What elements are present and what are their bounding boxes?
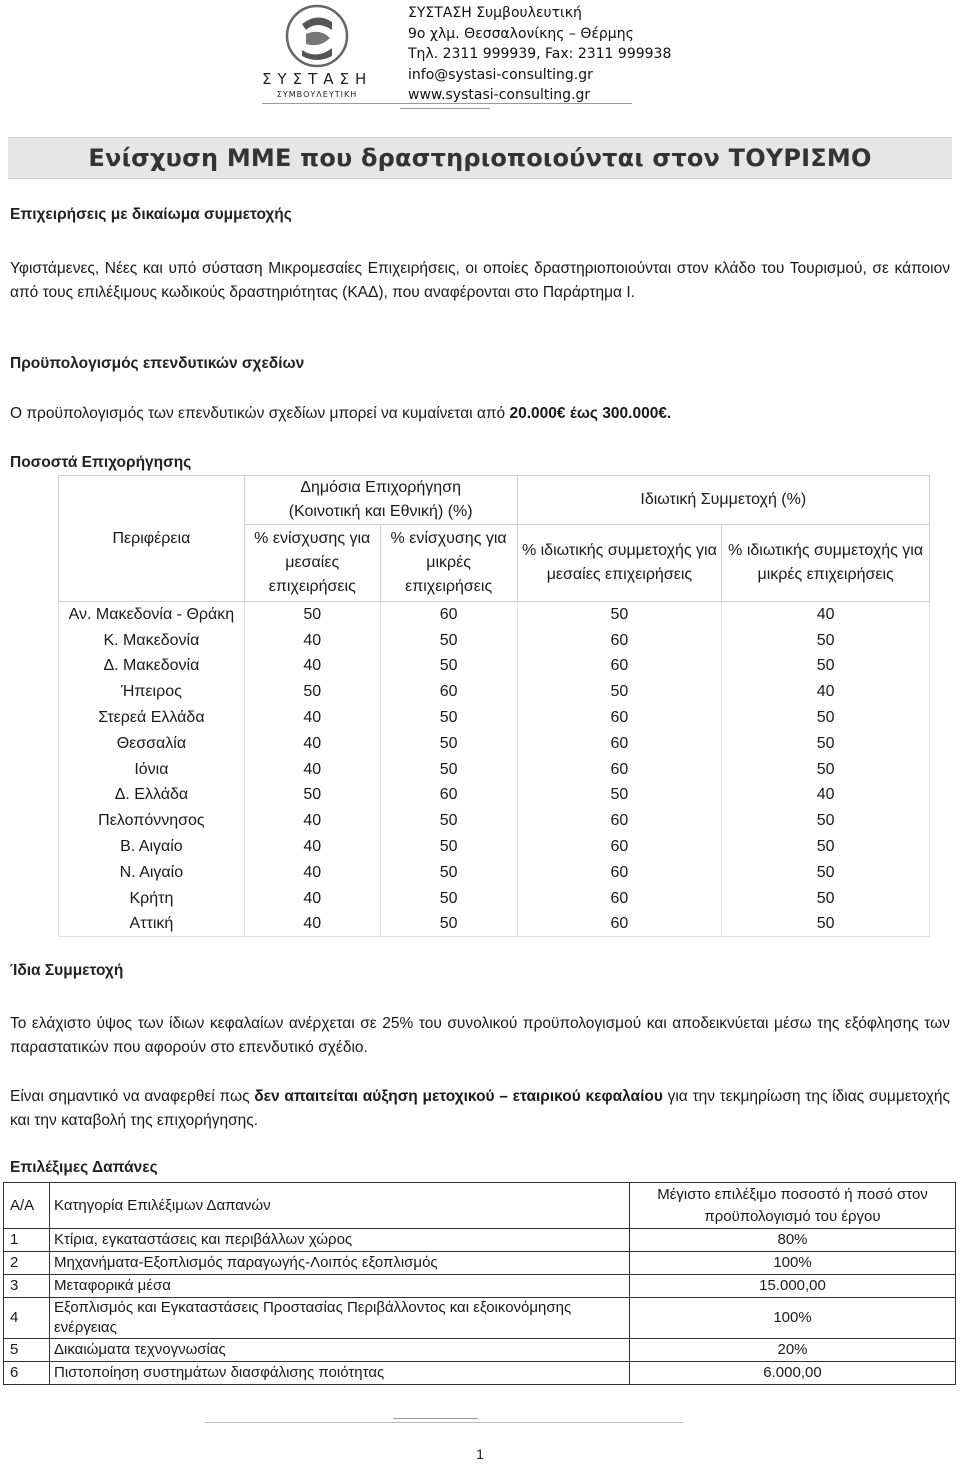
table-row bbox=[4, 1229, 956, 1252]
company-contact bbox=[408, 3, 671, 106]
table-row bbox=[4, 1339, 956, 1362]
region-name: Αν. Μακεδονία - Θράκη bbox=[59, 602, 245, 628]
footer-divider bbox=[205, 1422, 683, 1423]
region-name: Στερεά Ελλάδα bbox=[59, 705, 245, 731]
percentage-cell: 50 bbox=[380, 885, 517, 911]
table-row bbox=[59, 808, 930, 834]
percentage-cell: 40 bbox=[722, 679, 930, 705]
subsidy-table bbox=[58, 475, 930, 937]
table-row bbox=[4, 1362, 956, 1385]
col-pub-medium-header: % ενίσχυσης για μεσαίες επιχειρήσεις bbox=[244, 525, 380, 602]
percentage-cell: 50 bbox=[722, 834, 930, 860]
percentage-cell: 50 bbox=[244, 679, 380, 705]
expense-max: 6.000,00 bbox=[630, 1362, 956, 1385]
expense-category: Εξοπλισμός και Εγκαταστάσεις Προστασίας Περιβάλλοντος και εξοικονόμησης ενέργειας bbox=[50, 1298, 630, 1339]
region-name: Θεσσαλία bbox=[59, 730, 245, 756]
percentage-cell: 60 bbox=[380, 679, 517, 705]
company-email[interactable]: info@systasi-consulting.gr bbox=[408, 66, 593, 83]
percentage-cell: 50 bbox=[380, 859, 517, 885]
table-row bbox=[59, 679, 930, 705]
percentage-cell: 50 bbox=[722, 911, 930, 937]
percentage-cell: 50 bbox=[380, 911, 517, 937]
col-region-header: Περιφέρεια bbox=[59, 476, 245, 602]
expense-number: 2 bbox=[4, 1252, 50, 1275]
col-category-header: Κατηγορία Επιλέξιμων Δαπανών bbox=[50, 1183, 630, 1229]
percentage-cell: 40 bbox=[244, 834, 380, 860]
percentage-cell: 50 bbox=[722, 808, 930, 834]
percentage-cell: 50 bbox=[517, 782, 722, 808]
percentage-cell: 40 bbox=[244, 627, 380, 653]
expense-max: 15.000,00 bbox=[630, 1275, 956, 1298]
eligible-text: Υφιστάμενες, Νέες και υπό σύσταση Μικρομεσαίες Επιχειρήσεις, οι οποίες δραστηριοποιούνται στον κλάδο του Τουρισμού, σε κάποιον από τους επιλέξιμους κωδικούς δραστηριότητας (ΚΑΔ), που αναφέρονται στο Παράρτημα Ι. bbox=[10, 260, 950, 301]
own-text-2-bold: δεν απαιτείται αύξηση μετοχικού – εταιρικού κεφαλαίου bbox=[254, 1088, 663, 1105]
col-priv-small-header: % ιδιωτικής συμμετοχής για μικρές επιχειρήσεις bbox=[722, 525, 930, 602]
percentage-cell: 50 bbox=[380, 730, 517, 756]
page-title: Ενίσχυση ΜΜΕ που δραστηριοποιούνται στον ΤΟΥΡΙΣΜΟ bbox=[88, 144, 872, 172]
region-name: Κρήτη bbox=[59, 885, 245, 911]
table-row bbox=[59, 885, 930, 911]
region-name: Ήπειρος bbox=[59, 679, 245, 705]
percentage-cell: 40 bbox=[244, 885, 380, 911]
region-name: Αττική bbox=[59, 911, 245, 937]
region-name: Δ. Μακεδονία bbox=[59, 653, 245, 679]
company-website[interactable]: www.systasi-consulting.gr bbox=[408, 87, 591, 103]
own-heading: Ίδια Συμμετοχή bbox=[10, 962, 124, 979]
percentage-cell: 50 bbox=[722, 756, 930, 782]
expense-number: 4 bbox=[4, 1298, 50, 1339]
region-name: Δ. Ελλάδα bbox=[59, 782, 245, 808]
header-divider-accent bbox=[400, 108, 490, 109]
own-text-2: Είναι σημαντικό να αναφερθεί πως δεν απαιτείται αύξηση μετοχικού – εταιρικού κεφαλαίου για την τεκμηρίωση της ίδιας συμμετοχής και την καταβολή της επιχορήγησης. bbox=[10, 1088, 950, 1129]
table-row bbox=[59, 859, 930, 885]
page-number: 1 bbox=[476, 1446, 484, 1462]
percentage-cell: 60 bbox=[517, 911, 722, 937]
expense-max: 100% bbox=[630, 1252, 956, 1275]
percentage-cell: 50 bbox=[722, 859, 930, 885]
percentage-cell: 40 bbox=[244, 730, 380, 756]
percentage-cell: 50 bbox=[722, 885, 930, 911]
percentage-cell: 50 bbox=[380, 653, 517, 679]
percentage-cell: 40 bbox=[244, 705, 380, 731]
table-row bbox=[59, 834, 930, 860]
title-banner bbox=[8, 137, 952, 179]
percentage-cell: 40 bbox=[244, 808, 380, 834]
percentage-cell: 60 bbox=[517, 730, 722, 756]
table-row bbox=[59, 730, 930, 756]
expense-number: 6 bbox=[4, 1362, 50, 1385]
table-row bbox=[4, 1275, 956, 1298]
percentage-cell: 60 bbox=[517, 834, 722, 860]
table-row bbox=[59, 782, 930, 808]
logo-wordmark: ΣΥΣΤΑΣΗ bbox=[262, 70, 373, 88]
table-row bbox=[59, 756, 930, 782]
percentage-cell: 50 bbox=[244, 602, 380, 628]
expense-number: 3 bbox=[4, 1275, 50, 1298]
percentage-cell: 40 bbox=[244, 756, 380, 782]
company-address: 9ο χλμ. Θεσσαλονίκης – Θέρμης bbox=[408, 25, 634, 42]
group-public-header: Δημόσια Επιχορήγηση (Κοινοτική και Εθνική) (%) bbox=[244, 476, 517, 525]
percentage-cell: 50 bbox=[380, 705, 517, 731]
percentage-cell: 50 bbox=[517, 602, 722, 628]
percentage-cell: 50 bbox=[380, 627, 517, 653]
header-divider bbox=[262, 103, 632, 104]
company-phone: Τηλ. 2311 999939, Fax: 2311 999938 bbox=[408, 46, 672, 62]
budget-text: Ο προϋπολογισμός των επενδυτικών σχεδίων μπορεί να κυμαίνεται από 20.000€ έως 300.000€. bbox=[10, 405, 672, 422]
table-row bbox=[59, 911, 930, 937]
expense-max: 20% bbox=[630, 1339, 956, 1362]
expense-number: 1 bbox=[4, 1229, 50, 1252]
expense-number: 5 bbox=[4, 1339, 50, 1362]
region-name: Πελοπόννησος bbox=[59, 808, 245, 834]
percentage-cell: 60 bbox=[517, 705, 722, 731]
percentage-cell: 50 bbox=[722, 653, 930, 679]
expense-max: 100% bbox=[630, 1298, 956, 1339]
percentage-cell: 60 bbox=[517, 885, 722, 911]
percentage-cell: 60 bbox=[517, 627, 722, 653]
percentage-cell: 60 bbox=[380, 782, 517, 808]
budget-range: 20.000€ έως 300.000€. bbox=[509, 405, 672, 422]
table-row bbox=[4, 1252, 956, 1275]
expense-max: 80% bbox=[630, 1229, 956, 1252]
percentage-cell: 50 bbox=[517, 679, 722, 705]
percentage-cell: 50 bbox=[722, 705, 930, 731]
percentage-cell: 50 bbox=[380, 834, 517, 860]
region-name: Ν. Αιγαίο bbox=[59, 859, 245, 885]
percentage-cell: 40 bbox=[244, 653, 380, 679]
percentage-cell: 40 bbox=[722, 782, 930, 808]
col-max-header: Μέγιστο επιλέξιμο ποσοστό ή ποσό στον προϋπολογισμό του έργου bbox=[630, 1183, 956, 1229]
percentage-cell: 40 bbox=[244, 911, 380, 937]
region-name: Ιόνια bbox=[59, 756, 245, 782]
percentage-cell: 50 bbox=[244, 782, 380, 808]
region-name: Κ. Μακεδονία bbox=[59, 627, 245, 653]
col-aa-header: Α/Α bbox=[4, 1183, 50, 1229]
group-private-header: Ιδιωτική Συμμετοχή (%) bbox=[517, 476, 929, 525]
expense-category: Πιστοποίηση συστημάτων διασφάλισης ποιότητας bbox=[50, 1362, 630, 1385]
percentage-cell: 50 bbox=[380, 756, 517, 782]
col-priv-medium-header: % ιδιωτικής συμμετοχής για μεσαίες επιχειρήσεις bbox=[517, 525, 722, 602]
percentage-cell: 40 bbox=[244, 859, 380, 885]
percentage-cell: 40 bbox=[722, 602, 930, 628]
expense-category: Κτίρια, εγκαταστάσεις και περιβάλλων χώρος bbox=[50, 1229, 630, 1252]
percentage-cell: 50 bbox=[722, 627, 930, 653]
expenses-table bbox=[3, 1182, 956, 1385]
footer-divider-accent bbox=[393, 1418, 478, 1419]
percentage-cell: 60 bbox=[517, 808, 722, 834]
percentage-cell: 50 bbox=[380, 808, 517, 834]
table-row bbox=[4, 1298, 956, 1339]
expense-category: Δικαιώματα τεχνογνωσίας bbox=[50, 1339, 630, 1362]
subsidy-heading: Ποσοστά Επιχορήγησης bbox=[10, 454, 192, 471]
expenses-heading: Επιλέξιμες Δαπάνες bbox=[10, 1159, 158, 1176]
table-row bbox=[59, 627, 930, 653]
expense-category: Μηχανήματα-Εξοπλισμός παραγωγής-Λοιπός εξοπλισμός bbox=[50, 1252, 630, 1275]
percentage-cell: 60 bbox=[380, 602, 517, 628]
percentage-cell: 50 bbox=[722, 730, 930, 756]
expense-category: Μεταφορικά μέσα bbox=[50, 1275, 630, 1298]
col-pub-small-header: % ενίσχυσης για μικρές επιχειρήσεις bbox=[380, 525, 517, 602]
percentage-cell: 60 bbox=[517, 859, 722, 885]
table-row bbox=[59, 705, 930, 731]
logo-emblem-icon bbox=[262, 4, 372, 70]
logo-subtitle: ΣΥΜΒΟΥΛΕΥΤΙΚΗ bbox=[276, 90, 358, 99]
budget-heading: Προϋπολογισμός επενδυτικών σχεδίων bbox=[10, 355, 305, 372]
company-name: ΣΥΣΤΑΣΗ Συμβουλευτική bbox=[408, 5, 582, 21]
percentage-cell: 60 bbox=[517, 653, 722, 679]
percentage-cell: 60 bbox=[517, 756, 722, 782]
eligible-heading: Επιχειρήσεις με δικαίωμα συμμετοχής bbox=[10, 206, 292, 223]
own-text-1: Το ελάχιστο ύψος των ίδιων κεφαλαίων ανέρχεται σε 25% του συνολικού προϋπολογισμού και αποδεικνύεται μέσω της εξόφλησης των παραστατικών που αφορούν στο επενδυτικό σχέδιο. bbox=[10, 1015, 950, 1056]
region-name: Β. Αιγαίο bbox=[59, 834, 245, 860]
table-row bbox=[59, 602, 930, 628]
table-row bbox=[59, 653, 930, 679]
company-logo bbox=[262, 4, 372, 102]
